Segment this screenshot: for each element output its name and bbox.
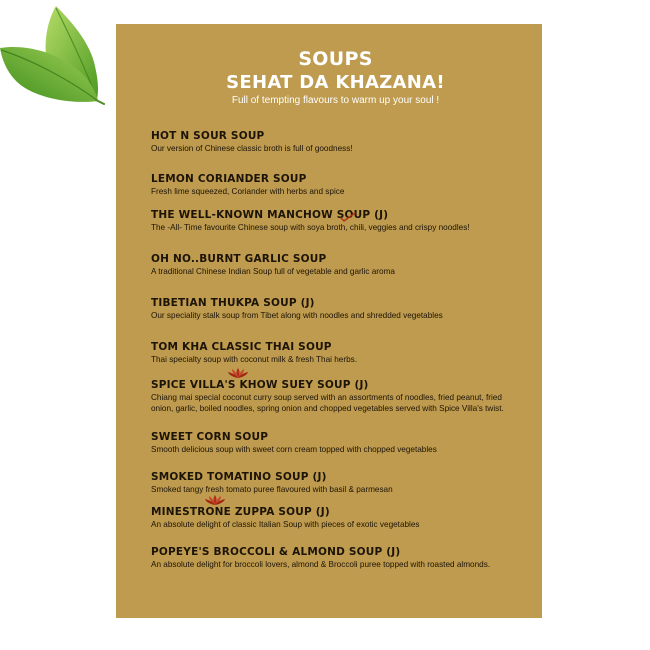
item-description: An absolute delight of classic Italian Soup with pieces of exotic vegetables bbox=[151, 520, 420, 529]
item-description: Our version of Chinese classic broth is full of goodness! bbox=[151, 144, 353, 153]
red-tick-mark-icon bbox=[340, 212, 356, 222]
item-name: TIBETIAN THUKPA SOUP (J) bbox=[151, 297, 315, 309]
item-description: Thai specialty soup with coconut milk & fresh Thai herbs. bbox=[151, 354, 357, 364]
item-description: Fresh lime squeezed, Coriander with herbs and spice bbox=[151, 186, 345, 196]
chef-special-lotus-icon bbox=[205, 495, 225, 506]
menu-item bbox=[151, 506, 522, 531]
menu-header bbox=[151, 48, 520, 106]
item-name: HOT N SOUR SOUP bbox=[151, 130, 265, 142]
item-name: POPEYE'S BROCCOLI & ALMOND SOUP (J) bbox=[151, 545, 401, 558]
item-name: TOM KHA CLASSIC THAI SOUP bbox=[151, 340, 332, 353]
chef-special-lotus-icon bbox=[228, 368, 248, 379]
item-description: Smooth delicious soup with sweet corn cream topped with chopped vegetables bbox=[151, 445, 437, 454]
menu-item bbox=[151, 341, 522, 366]
menu-item bbox=[151, 253, 522, 278]
menu-title: SOUPS bbox=[298, 48, 373, 70]
menu-item bbox=[151, 471, 522, 496]
menu-item bbox=[151, 130, 522, 155]
menu-item bbox=[151, 431, 522, 456]
basil-leaves-icon bbox=[0, 0, 110, 110]
item-description: Our speciality stalk soup from Tibet along with noodles and shredded vegetables bbox=[151, 311, 443, 320]
item-description: A traditional Chinese Indian Soup full of vegetable and garlic aroma bbox=[151, 266, 395, 276]
menu-item bbox=[151, 173, 522, 198]
menu-item bbox=[151, 209, 522, 234]
item-name: MINESTRONE ZUPPA SOUP (J) bbox=[151, 506, 330, 518]
menu-item bbox=[151, 379, 522, 414]
item-name: LEMON CORIANDER SOUP bbox=[151, 172, 307, 185]
item-description: Chiang mai special coconut curry soup served with an assortments of noodles, fried peanut, fried onion, garlic, boiled noodles, spring onion and chopped vegetables served with Spice Villa's twist. bbox=[151, 393, 504, 413]
item-name: SPICE VILLA'S KHOW SUEY SOUP (J) bbox=[151, 379, 369, 391]
menu-card bbox=[116, 24, 542, 618]
item-name: SMOKED TOMATINO SOUP (J) bbox=[151, 470, 327, 483]
item-description: Smoked tangy fresh tomato puree flavoured with basil & parmesan bbox=[151, 484, 393, 494]
item-description: An absolute delight for broccoli lovers, almond & Broccoli puree topped with roasted almonds. bbox=[151, 559, 491, 569]
item-name: THE WELL-KNOWN MANCHOW SOUP (J) bbox=[151, 209, 389, 221]
menu-tagline: Full of tempting flavours to warm up your soul ! bbox=[231, 95, 440, 106]
item-description: The -All- Time favourite Chinese soup with soya broth, chili, veggies and crispy noodles! bbox=[151, 223, 470, 232]
menu-item bbox=[151, 546, 522, 571]
menu-item bbox=[151, 297, 522, 322]
item-name: SWEET CORN SOUP bbox=[151, 431, 269, 443]
soup-list bbox=[151, 130, 522, 570]
item-name: OH NO..BURNT GARLIC SOUP bbox=[151, 252, 327, 265]
menu-subtitle: SEHAT DA KHAZANA! bbox=[226, 72, 445, 93]
